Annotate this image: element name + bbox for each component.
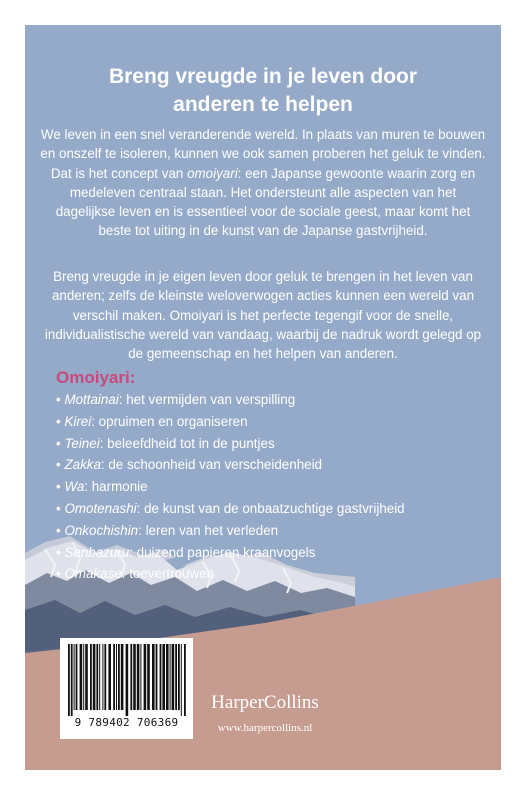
barcode-bar <box>118 644 120 710</box>
barcode-bar <box>68 644 70 716</box>
book-back-cover <box>25 25 501 770</box>
barcode-bar <box>156 644 158 710</box>
barcode <box>64 642 189 716</box>
list-item-description: : de kunst van de onbaatzuchtige gastvrijheid <box>136 500 405 516</box>
barcode-bar <box>93 644 96 710</box>
intro-paragraph: We leven in een snel veranderende wereld. In plaats van muren te bouwen en onszelf te isoleren, kunnen we ook samen proberen het geluk te vinden. Dat is het concept van omoiyari: een Japanse gewoonte waarin zorg en medeleven centraal staan. Het ondersteunt alle aspecten van het dagelijkse leven en is essentieel voor de sociale geest, maar komt het beste tot uiting in de kunst van de Japanse gastvrijheid. <box>40 127 486 239</box>
list-item-term: Omotenashi <box>64 500 137 516</box>
barcode-bar <box>137 644 140 710</box>
cover-headline <box>25 63 501 119</box>
second-paragraph: Breng vreugde in je eigen leven door geluk te brengen in het leven van anderen; zelfs de kleinste weloverwogen acties kunnen een wereld van verschil maken. Omoiyari is het perfecte tegengif voor de snelle, individualistische wereld van vandaag, waarbij de nadruk wordt gelegd op de gemeenschap en het helpen van anderen. <box>44 269 482 362</box>
list-item: • Omotenashi: de kunst van de onbaatzuchtige gastvrijheid <box>56 500 405 516</box>
barcode-bar <box>71 644 73 716</box>
barcode-bar <box>76 644 78 710</box>
barcode-bar <box>99 644 100 710</box>
barcode-bar <box>175 644 177 710</box>
barcode-bar <box>113 644 115 710</box>
barcode-panel <box>60 638 193 739</box>
list-item-description: : duizend papieren kraanvogels <box>129 544 316 560</box>
list-item: • Mottainai: het vermijden van verspilling <box>56 392 296 407</box>
list-item-description: : harmonie <box>84 479 148 495</box>
barcode-bar <box>102 644 103 710</box>
concept-list <box>56 389 405 585</box>
list-item-description: : de schoonheid van verscheidenheid <box>100 457 323 473</box>
list-item-term: Onkochishin <box>64 522 139 538</box>
barcode-bar <box>104 644 106 710</box>
list-item-term: Zakka <box>64 457 101 473</box>
omoiyari-term: omoiyari <box>187 165 238 181</box>
barcode-bar <box>74 644 75 710</box>
barcode-bar <box>116 644 117 710</box>
list-heading: Omoiyari: <box>56 368 136 387</box>
barcode-bar <box>126 644 129 716</box>
list-item-description: : leren van het verleden <box>138 522 279 538</box>
barcode-bar <box>184 644 186 716</box>
list-item: • Kirei: opruimen en organiseren <box>56 413 248 429</box>
list-item-description: : het vermijden van verspilling <box>118 392 296 407</box>
list-item-term: Senbazuru <box>64 544 130 560</box>
barcode-bar <box>160 644 162 710</box>
isbn-number: 9 789402 706369 <box>74 716 179 729</box>
barcode-bar <box>83 644 84 710</box>
publisher-website: www.harpercollins.nl <box>217 722 313 734</box>
barcode-bar <box>178 644 180 710</box>
list-item: • Wa: harmonie <box>56 479 148 495</box>
headline-line-1: Breng vreugde in je leven door <box>108 65 418 88</box>
list-item-description: : opruimen en organiseren <box>91 413 248 429</box>
barcode-bar <box>85 644 88 710</box>
barcode-bar <box>162 644 165 710</box>
barcode-bar <box>80 644 83 710</box>
barcode-bar <box>121 644 124 710</box>
list-item: • Zakka: de schoonheid van verscheidenheid <box>56 457 323 473</box>
barcode-bar <box>90 644 92 710</box>
barcode-bar <box>170 644 171 710</box>
list-item-term: Teinei <box>64 435 100 451</box>
barcode-bar <box>108 644 111 710</box>
barcode-bar <box>172 644 175 710</box>
barcode-bar <box>130 644 132 710</box>
list-item-description: : toevertrouwen <box>121 566 215 582</box>
list-item-description: : beleefdheid tot in de puntjes <box>99 435 275 451</box>
list-item-term: Omakase <box>64 566 122 582</box>
publisher-logo: HarperCollins <box>211 692 319 713</box>
barcode-bar <box>144 644 147 710</box>
barcode-bar <box>147 644 150 710</box>
barcode-bar <box>152 644 155 710</box>
list-item: • Onkochishin: leren van het verleden <box>56 522 279 538</box>
barcode-bar <box>96 644 98 710</box>
headline-line-2: anderen te helpen <box>173 93 353 116</box>
list-item: • Omakase: toevertrouwen <box>56 566 215 582</box>
barcode-bar <box>181 644 182 716</box>
barcode-bar <box>166 644 169 710</box>
list-item-term: Wa <box>64 479 85 495</box>
barcode-bar <box>140 644 141 710</box>
barcode-bar <box>133 644 136 710</box>
list-item: • Senbazuru: duizend papieren kraanvogels <box>56 544 316 560</box>
list-item-term: Kirei <box>64 413 92 429</box>
list-item-term: Mottainai <box>64 392 119 407</box>
list-item: • Teinei: beleefdheid tot in de puntjes <box>56 435 275 451</box>
